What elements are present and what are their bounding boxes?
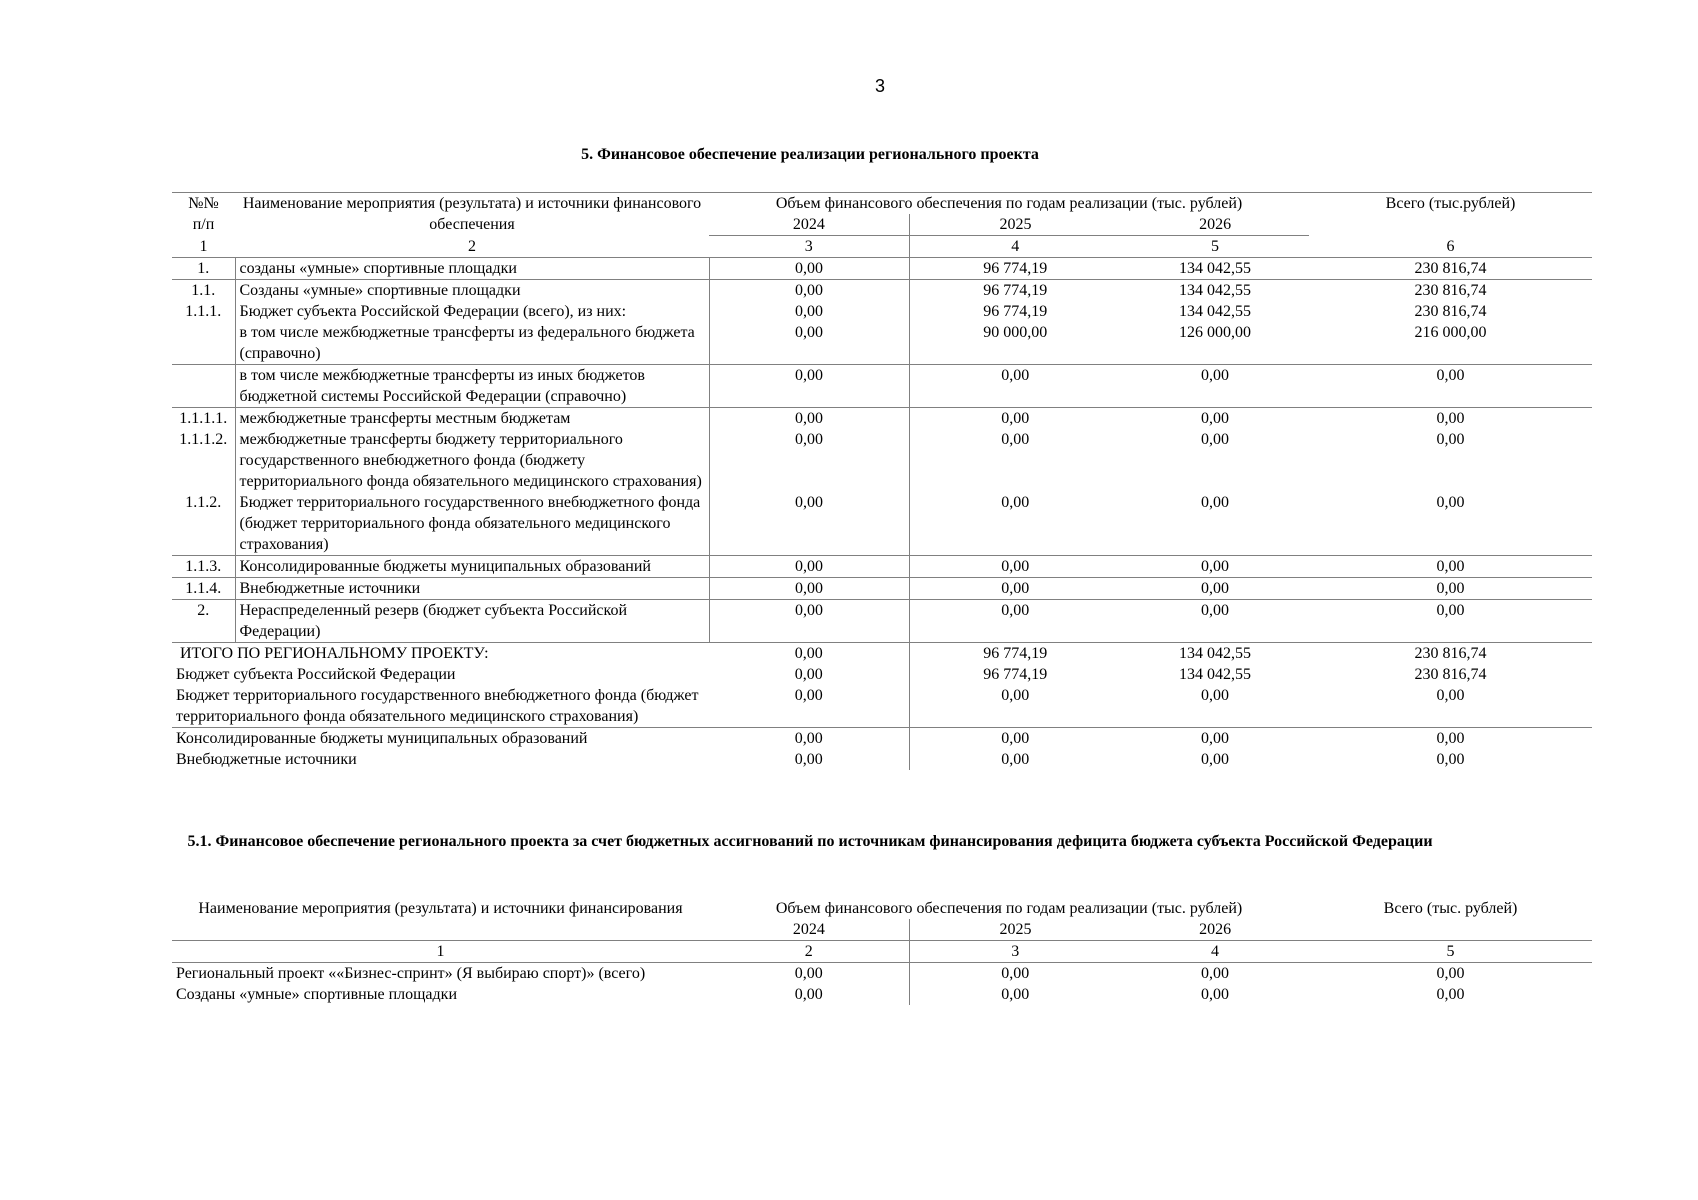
value-2026: 134 042,55 [1179,303,1251,320]
table-row [172,280,1592,302]
value-2026: 0,00 [1201,730,1229,747]
col-number: 1 [199,237,208,255]
value-2025: 0,00 [909,984,1121,1005]
summary-row [172,664,1592,685]
row-number: 1.1.1.1. [179,410,228,427]
value-2024: 0,00 [709,280,909,302]
value-2025: 0,00 [909,578,1121,600]
summary-row [172,685,1592,728]
row-name: Консолидированные бюджеты муниципальных образований [235,556,709,578]
value-total: 0,00 [1436,965,1465,982]
table-row [172,963,1592,985]
row-number: 1.1.4. [185,580,222,597]
value-total: 230 816,74 [1414,260,1487,277]
row-name: Созданы «умные» спортивные площадки [176,986,458,1003]
value-2026: 0,00 [1201,410,1229,427]
row-name: межбюджетные трансферты местным бюджетам [235,408,709,430]
value-2024: 0,00 [709,578,909,600]
value-2026: 126 000,00 [1179,324,1251,341]
row-name: Внебюджетные источники [235,578,709,600]
table-row [172,556,1592,578]
row-number: 1.1.2. [185,494,222,511]
header-year: 2025 [909,919,1122,940]
page-number: 3 [874,76,885,96]
value-2026: 0,00 [1201,687,1229,704]
table-row [172,600,1592,643]
value-2024: 0,00 [794,687,823,704]
value-2025: 96 774,19 [909,258,1121,280]
table-row [172,578,1592,600]
header-name: Наименование мероприятия (результата) и источники финансового обеспечения [242,195,702,233]
value-2024: 0,00 [709,556,909,578]
row-number: 2. [197,602,210,619]
header-name: Наименование мероприятия (результата) и источники финансирования [198,900,683,917]
col-number: 5 [1211,238,1219,255]
summary-row [172,749,1592,770]
value-total: 0,00 [1436,687,1465,704]
value-2024: 0,00 [794,751,823,768]
col-number: 4 [909,236,1121,258]
value-total: 230 816,74 [1414,282,1487,299]
value-total: 0,00 [1436,558,1465,575]
value-2025: 90 000,00 [909,322,1121,365]
header-volume: Объем финансового обеспечения по годам реализации (тыс. рублей) 2024 2025 2026 [709,898,1309,941]
row-name: межбюджетные трансферты бюджету территориального государственного внебюджетного фонда (бюджету территориального фонда обязательного медицинского страхования) [235,429,709,492]
value-2026: 134 042,55 [1179,666,1251,683]
value-2025: 0,00 [909,492,1121,556]
value-2025: 0,00 [909,749,1121,770]
value-total: 230 816,74 [1414,645,1487,662]
col-number: 3 [909,941,1121,963]
value-2024: 0,00 [709,365,909,408]
col-number: 6 [1446,237,1455,255]
row-number: 1.1. [191,282,216,299]
value-2026: 0,00 [1201,558,1229,575]
row-number [172,365,235,408]
table-row [172,408,1592,430]
section-title-5-1: 5.1. Финансовое обеспечение регионального проекта за счет бюджетных ассигнований по источникам финансирования дефицита бюджета субъекта Российской Федерации [187,833,1433,850]
value-total: 216 000,00 [1414,324,1487,341]
value-total: 230 816,74 [1414,666,1487,683]
table-row [172,492,1592,556]
value-2025: 0,00 [909,556,1121,578]
row-name: Нераспределенный резерв (бюджет субъекта Российской Федерации) [235,600,709,643]
value-2026: 134 042,55 [1179,645,1251,662]
value-2026: 0,00 [1201,580,1229,597]
row-name: Бюджет субъекта Российской Федерации (всего), из них: [235,301,709,322]
row-number: 1.1.1. [185,303,222,320]
header-total: Всего (тыс. рублей) [1383,900,1518,917]
row-name: созданы «умные» спортивные площадки [235,258,709,280]
col-number: 2 [468,237,476,255]
col-number: 3 [804,238,813,255]
value-2025: 0,00 [909,365,1121,408]
value-2026: 0,00 [1201,494,1229,511]
value-2024: 0,00 [709,429,909,492]
value-2026: 0,00 [1201,965,1229,982]
value-total: 0,00 [1436,431,1465,448]
value-2024: 0,00 [709,258,909,280]
row-number [172,322,235,365]
value-2025: 0,00 [909,429,1121,492]
table-row [172,322,1592,365]
row-number: 1.1.3. [185,558,222,575]
summary-name: Бюджет территориального государственного внебюджетного фонда (бюджет территориального фонда обязательного медицинского страхования) [176,687,699,725]
value-2026: 0,00 [1201,602,1229,619]
row-name: в том числе межбюджетные трансферты из иных бюджетов бюджетной системы Российской Федерации (справочно) [235,365,709,408]
value-2024: 0,00 [794,965,823,982]
financial-table [172,192,1592,770]
value-2024: 0,00 [709,492,909,556]
value-total: 0,00 [1436,730,1465,747]
table-row [172,365,1592,408]
row-name: Бюджет территориального государственного внебюджетного фонда (бюджет территориального фонда обязательного медицинского страхования) [235,492,709,556]
col-number: 1 [436,943,445,960]
header-total: Всего (тыс.рублей) [1385,195,1516,212]
value-2025: 0,00 [909,685,1121,728]
summary-name: Консолидированные бюджеты муниципальных образований [176,730,588,747]
value-total: 0,00 [1436,580,1465,597]
value-2024: 0,00 [709,408,909,430]
value-2025: 96 774,19 [909,280,1121,302]
table-row [172,984,1592,1005]
header-year: 2024 [792,921,825,938]
table-row [172,258,1592,280]
value-total: 0,00 [1436,410,1465,427]
col-number: 4 [1211,943,1219,960]
header-year: 2025 [909,214,1122,235]
summary-row [172,728,1592,750]
table-row [172,301,1592,322]
value-total: 0,00 [1436,602,1465,619]
summary-row [172,643,1592,665]
value-total: 0,00 [1436,494,1465,511]
value-2024: 0,00 [709,600,909,643]
section-title-5: 5. Финансовое обеспечение реализации регионального проекта [581,146,1039,163]
value-2026: 0,00 [1201,751,1229,768]
value-2024: 0,00 [794,986,823,1003]
value-total: 230 816,74 [1414,303,1487,320]
value-2026: 0,00 [1201,986,1229,1003]
value-total: 0,00 [1436,986,1465,1003]
header-volume: Объем финансового обеспечения по годам реализации (тыс. рублей) 2024 2025 2026 [709,193,1309,236]
value-2025: 0,00 [909,600,1121,643]
value-2025: 96 774,19 [909,643,1121,665]
row-name: в том числе межбюджетные трансферты из федерального бюджета (справочно) [235,322,709,365]
header-year: 2026 [1199,216,1232,233]
value-2024: 0,00 [794,645,823,662]
row-name: Созданы «умные» спортивные площадки [235,280,709,302]
value-2025: 0,00 [909,408,1121,430]
header-year: 2024 [792,216,825,233]
header-year: 2026 [1199,921,1232,938]
deficit-financing-table [172,898,1592,1005]
value-2026: 134 042,55 [1179,282,1251,299]
col-number: 5 [1446,943,1455,960]
value-2026: 0,00 [1201,367,1229,384]
row-number: 1.1.1.2. [179,431,228,448]
value-2025: 0,00 [909,963,1121,985]
row-number: 1. [197,260,210,277]
value-2025: 96 774,19 [909,301,1121,322]
col-number: 2 [804,943,813,960]
value-total: 0,00 [1436,751,1465,768]
value-2026: 134 042,55 [1179,260,1251,277]
summary-name: Бюджет субъекта Российской Федерации [176,666,456,683]
value-2025: 96 774,19 [909,664,1121,685]
value-2024: 0,00 [794,730,823,747]
value-2024: 0,00 [709,322,909,365]
table-row [172,429,1592,492]
header-num: №№ п/п [188,195,219,233]
value-2024: 0,00 [709,301,909,322]
value-2025: 0,00 [909,728,1121,750]
summary-name: Внебюджетные источники [176,751,357,768]
value-2024: 0,00 [794,666,823,683]
value-2026: 0,00 [1201,431,1229,448]
value-total: 0,00 [1436,367,1465,384]
row-name: Региональный проект ««Бизнес-спринт» (Я выбираю спорт)» (всего) [176,965,646,982]
summary-name: ИТОГО ПО РЕГИОНАЛЬНОМУ ПРОЕКТУ: [180,645,489,662]
